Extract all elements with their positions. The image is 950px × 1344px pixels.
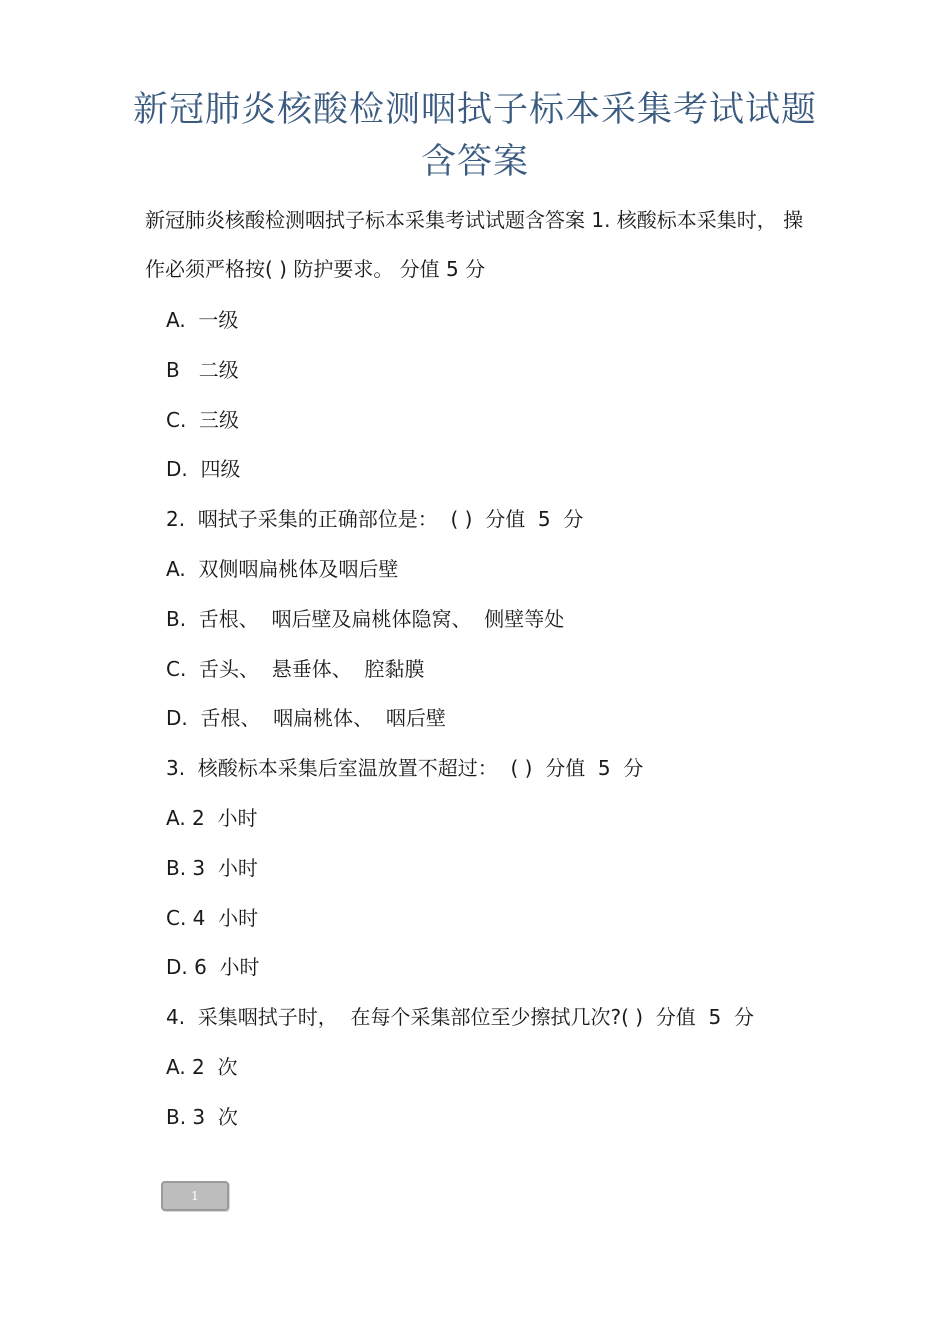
option-line: D. 6 小时 [166,955,260,980]
option-line: B 二级 [166,357,239,382]
option-line: B. 3 次 [166,1104,238,1129]
option-line: C. 4 小时 [166,905,259,930]
option-line: A. 双侧咽扁桃体及咽后壁 [166,556,399,581]
question-line: 2. 咽拭子采集的正确部位是： ( ) 分值 5 分 [166,507,584,532]
option-line: A. 一级 [166,308,239,332]
document-title: 新冠肺炎核酸检测咽拭子标本采集考试试题含答案 [132,90,817,182]
option-line: A. 2 小时 [166,805,258,830]
option-line: B. 舌根、 咽后壁及扁桃体隐窝、 侧壁等处 [166,606,565,631]
intro-question-1: 新冠肺炎核酸检测咽拭子标本采集考试试题含答案 1. 核酸标本采集时， 操作必须严格按( ) 防护要求。 分值 5 分 [145,208,804,281]
option-line: C. 舌头、 悬垂体、 腔黏膜 [166,656,425,681]
option-line: B. 3 小时 [166,855,258,880]
option-line: D. 舌根、 咽扁桃体、 咽后壁 [166,706,446,731]
option-line: A. 2 次 [166,1054,238,1079]
page-number-badge: 1 [161,1181,229,1211]
option-line: C. 三级 [166,407,240,432]
question-line: 3. 核酸标本采集后室温放置不超过： ( ) 分值 5 分 [166,756,644,781]
question-list [166,296,754,1143]
question-line: 4. 采集咽拭子时， 在每个采集部位至少擦拭几次?( ) 分值 5 分 [166,1005,754,1030]
option-line: D. 四级 [166,457,241,482]
